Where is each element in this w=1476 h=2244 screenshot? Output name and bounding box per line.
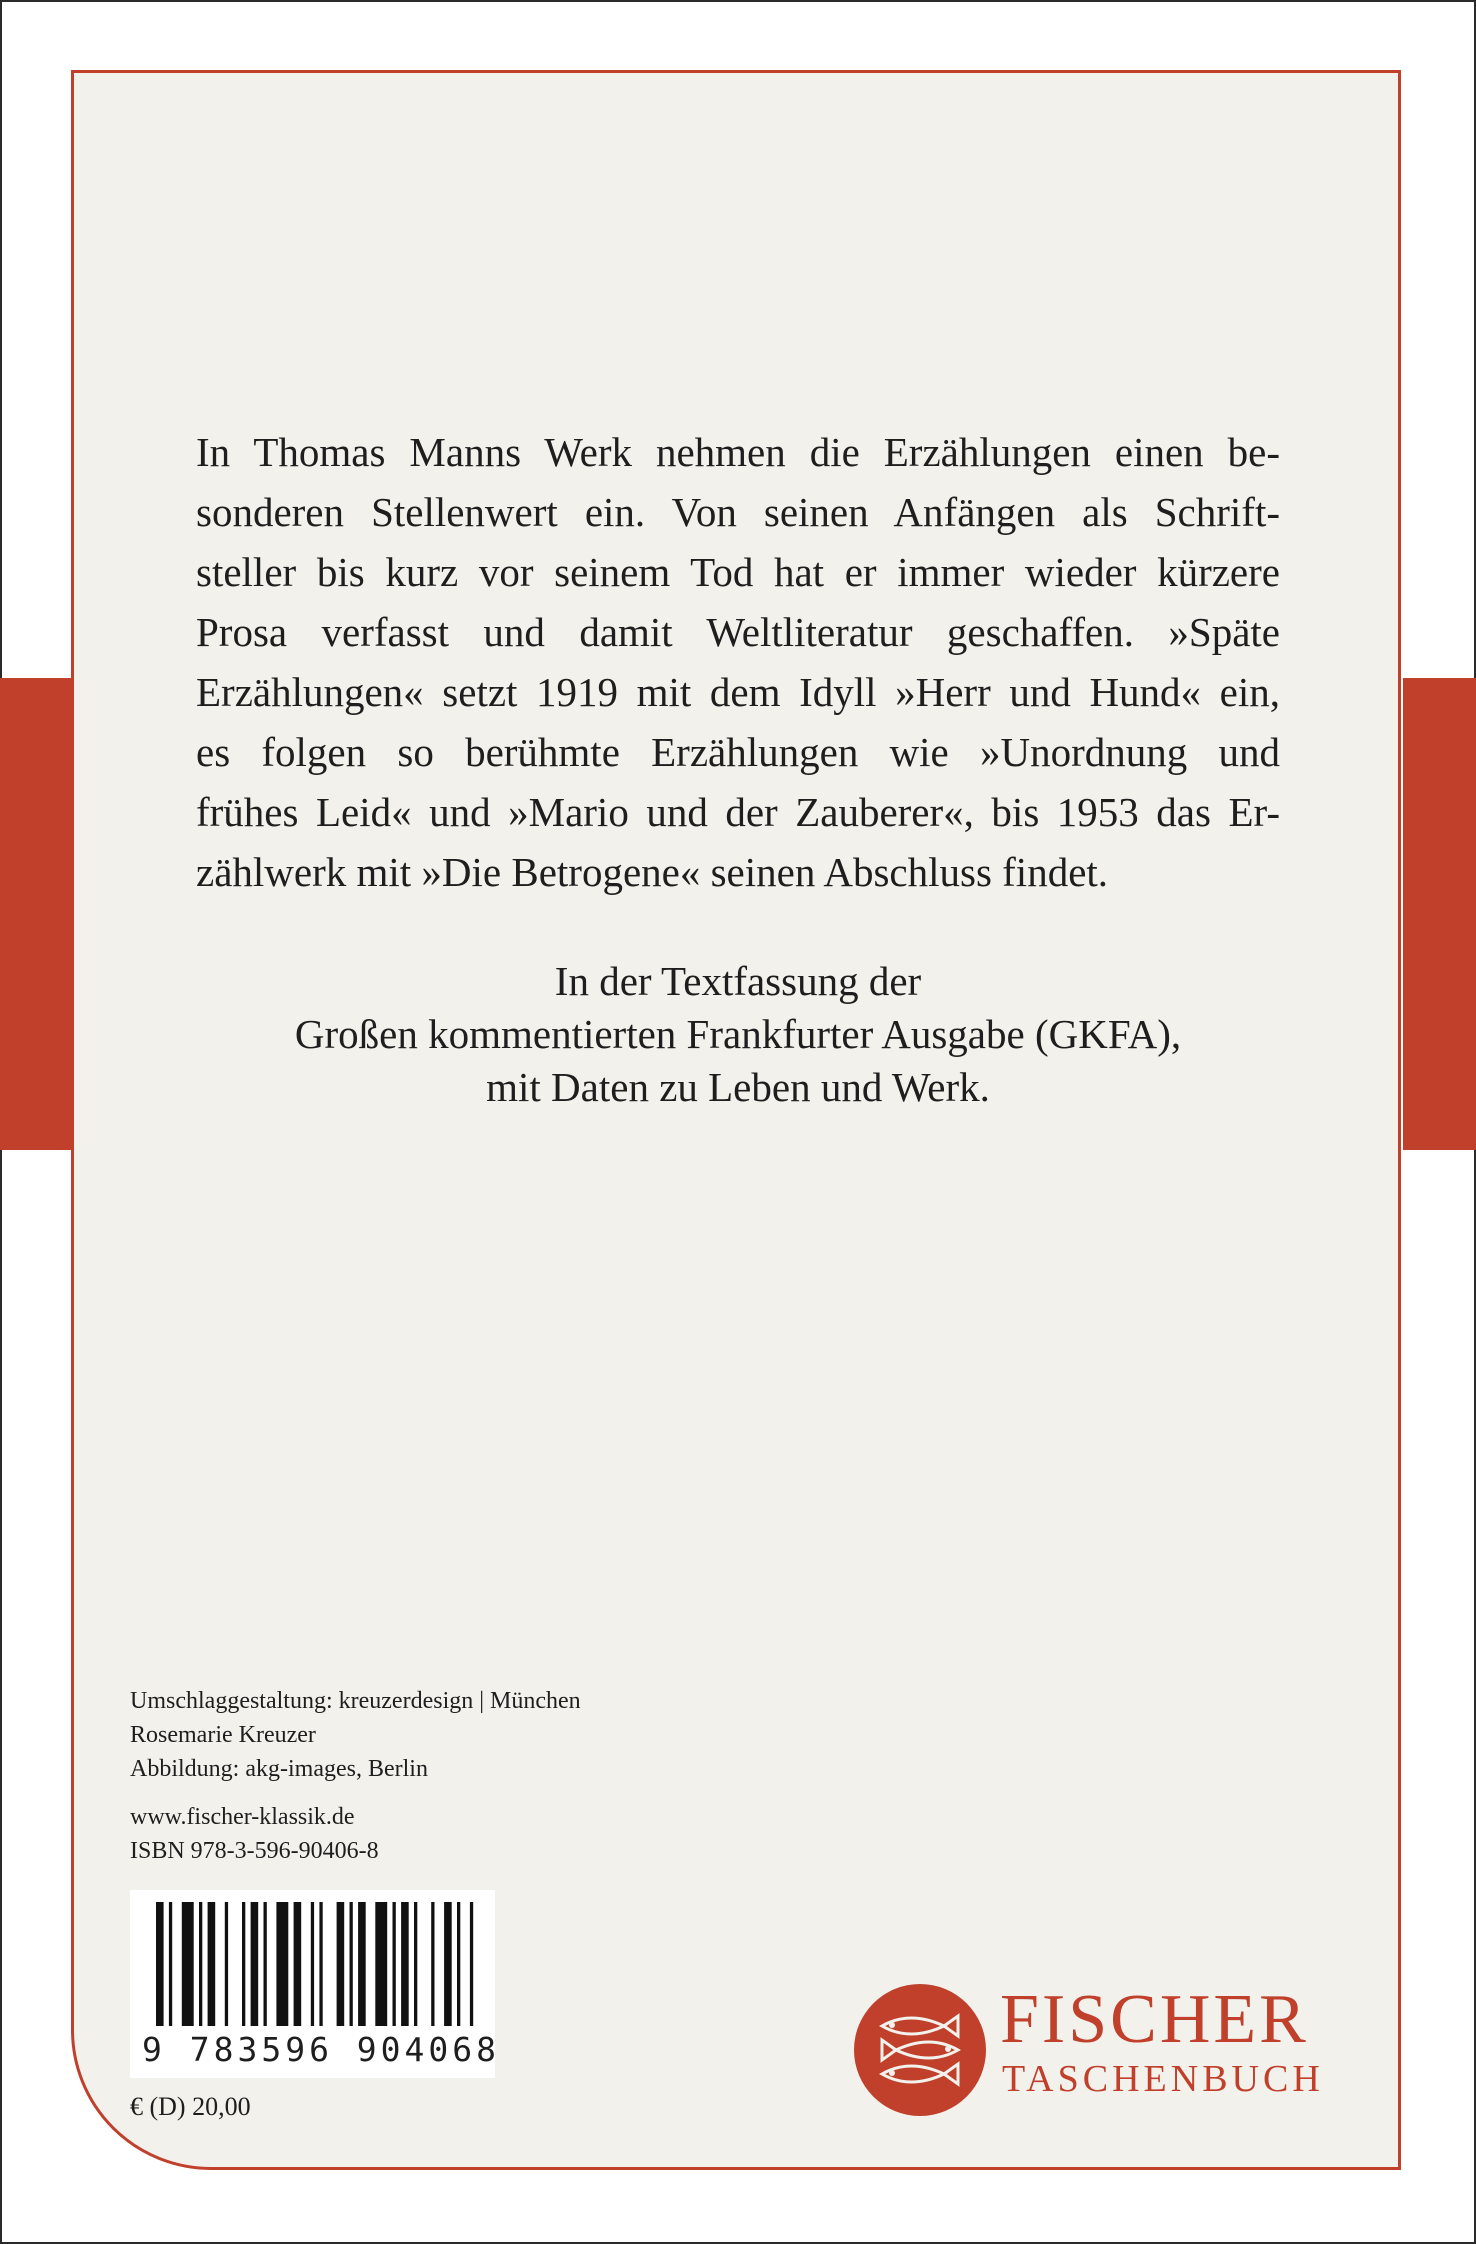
logo-subtitle: TASCHENBUCH bbox=[1002, 2058, 1324, 2100]
publisher-logo bbox=[852, 1982, 1352, 2122]
edition-line: In der Textfassung der bbox=[554, 958, 922, 1004]
logo-name: FISCHER bbox=[1000, 1981, 1309, 2058]
fish-emblem-icon bbox=[852, 1982, 988, 2118]
blurb-line: zählwerk mit »Die Betrogene« seinen Abschluss findet. bbox=[196, 849, 1109, 895]
designer-credit: Rosemarie Kreuzer bbox=[130, 1722, 316, 1748]
cover-design-credit: Umschlaggestaltung: kreuzerdesign | München bbox=[130, 1688, 581, 1714]
publisher-info bbox=[130, 1800, 379, 1868]
blurb-text bbox=[196, 422, 1280, 902]
blurb-line: frühes Leid« und »Mario und der Zauberer«, bis 1953 das Er- bbox=[196, 789, 1280, 835]
isbn-text: ISBN 978-3-596-90406-8 bbox=[130, 1838, 379, 1864]
blurb-line: In Thomas Manns Werk nehmen die Erzählungen einen be- bbox=[196, 429, 1280, 475]
edition-note bbox=[160, 955, 1316, 1114]
credits bbox=[130, 1684, 581, 1786]
price-label: € (D) 20,00 bbox=[130, 2092, 251, 2121]
barcode bbox=[130, 1890, 501, 2078]
blurb-line: Erzählungen« setzt 1919 mit dem Idyll »Herr und Hund« ein, bbox=[196, 669, 1280, 715]
blurb-line: sonderen Stellenwert ein. Von seinen Anfängen als Schrift- bbox=[196, 489, 1280, 535]
right-side-tab bbox=[1403, 678, 1476, 1150]
blurb-line: steller bis kurz vor seinem Tod hat er immer wieder kürzere bbox=[196, 549, 1280, 595]
edition-line: mit Daten zu Leben und Werk. bbox=[486, 1064, 990, 1110]
barcode-digits: 9 783596 904068 bbox=[142, 2030, 501, 2069]
website-link[interactable]: www.fischer-klassik.de bbox=[130, 1804, 355, 1830]
illustration-credit: Abbildung: akg-images, Berlin bbox=[130, 1756, 428, 1782]
blurb-line: Prosa verfasst und damit Weltliteratur geschaffen. »Späte bbox=[196, 609, 1280, 655]
edition-line: Großen kommentierten Frankfurter Ausgabe (GKFA), bbox=[294, 1011, 1182, 1057]
blurb-line: es folgen so berühmte Erzählungen wie »Unordnung und bbox=[196, 729, 1280, 775]
